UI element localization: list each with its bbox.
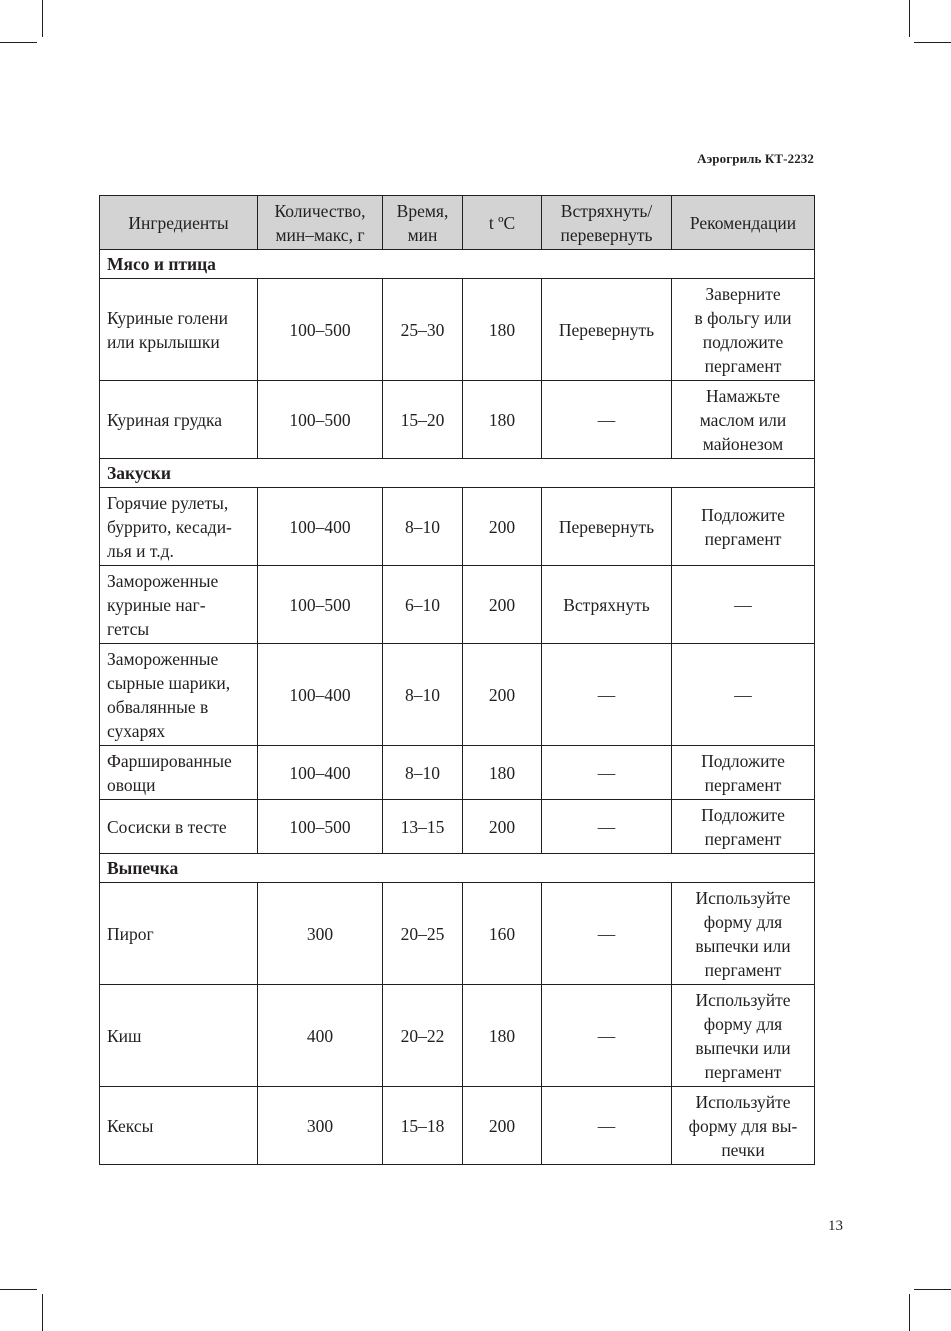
- shake-flip-cell: —: [542, 985, 672, 1087]
- temperature-cell: 200: [463, 488, 542, 566]
- header-time: Время, мин: [383, 196, 463, 250]
- ingredient-cell: Горячие рулеты, буррито, кесади- лья и т.д.: [100, 488, 258, 566]
- table-row: [100, 800, 815, 854]
- table-row: [100, 488, 815, 566]
- temperature-cell: 180: [463, 985, 542, 1087]
- table-header-row: [100, 196, 815, 250]
- recommendation-cell: —: [672, 566, 815, 644]
- recommendation-cell: Подложите пергамент: [672, 800, 815, 854]
- table-row: [100, 381, 815, 459]
- time-cell: 25–30: [383, 279, 463, 381]
- quantity-cell: 100–500: [258, 566, 383, 644]
- section-title: Закуски: [100, 459, 815, 488]
- ingredient-cell: Киш: [100, 985, 258, 1087]
- table-row: [100, 985, 815, 1087]
- quantity-cell: 400: [258, 985, 383, 1087]
- temperature-cell: 200: [463, 1087, 542, 1165]
- shake-flip-cell: —: [542, 644, 672, 746]
- quantity-cell: 100–500: [258, 279, 383, 381]
- section-title: Мясо и птица: [100, 250, 815, 279]
- temperature-cell: 180: [463, 746, 542, 800]
- shake-flip-cell: —: [542, 1087, 672, 1165]
- quantity-cell: 100–500: [258, 800, 383, 854]
- crop-mark: [914, 1289, 951, 1290]
- temperature-cell: 180: [463, 279, 542, 381]
- shake-flip-cell: Перевернуть: [542, 279, 672, 381]
- ingredient-cell: Пирог: [100, 883, 258, 985]
- cooking-table: [99, 195, 815, 1165]
- table-row: [100, 566, 815, 644]
- shake-flip-cell: Перевернуть: [542, 488, 672, 566]
- temperature-cell: 200: [463, 800, 542, 854]
- recommendation-cell: Подложите пергамент: [672, 488, 815, 566]
- temperature-cell: 200: [463, 566, 542, 644]
- ingredient-cell: Замороженные сырные шарики, обвалянные в сухарях: [100, 644, 258, 746]
- temperature-cell: 160: [463, 883, 542, 985]
- temperature-cell: 200: [463, 644, 542, 746]
- recommendation-cell: Заверните в фольгу или подложите пергамент: [672, 279, 815, 381]
- table-row: [100, 1087, 815, 1165]
- time-cell: 20–25: [383, 883, 463, 985]
- crop-mark: [909, 1294, 910, 1331]
- ingredient-cell: Сосиски в тесте: [100, 800, 258, 854]
- crop-mark: [0, 42, 37, 43]
- quantity-cell: 300: [258, 883, 383, 985]
- time-cell: 13–15: [383, 800, 463, 854]
- recommendation-cell: Используйте форму для выпечки или пергамент: [672, 985, 815, 1087]
- table-row: [100, 746, 815, 800]
- crop-mark: [909, 0, 910, 37]
- table-row: [100, 883, 815, 985]
- header-temperature: t ºC: [463, 196, 542, 250]
- time-cell: 15–18: [383, 1087, 463, 1165]
- quantity-cell: 100–400: [258, 488, 383, 566]
- temperature-cell: 180: [463, 381, 542, 459]
- crop-mark: [0, 1289, 37, 1290]
- crop-mark: [42, 0, 43, 37]
- header-quantity: Количество, мин–макс, г: [258, 196, 383, 250]
- recommendation-cell: Используйте форму для выпечки или пергамент: [672, 883, 815, 985]
- section-baking: [100, 854, 815, 883]
- time-cell: 8–10: [383, 488, 463, 566]
- recommendation-cell: —: [672, 644, 815, 746]
- ingredient-cell: Замороженные куриные наг- гетсы: [100, 566, 258, 644]
- time-cell: 8–10: [383, 746, 463, 800]
- shake-flip-cell: —: [542, 800, 672, 854]
- quantity-cell: 100–500: [258, 381, 383, 459]
- section-snacks: [100, 459, 815, 488]
- ingredient-cell: Куриная грудка: [100, 381, 258, 459]
- header-shake-flip: Встряхнуть/ перевернуть: [542, 196, 672, 250]
- running-header: Аэрогриль КТ-2232: [697, 151, 814, 166]
- table-row: [100, 279, 815, 381]
- ingredient-cell: Куриные голени или крылышки: [100, 279, 258, 381]
- ingredient-cell: Фаршированные овощи: [100, 746, 258, 800]
- shake-flip-cell: —: [542, 381, 672, 459]
- crop-mark: [914, 42, 951, 43]
- header-ingredients: Ингредиенты: [100, 196, 258, 250]
- time-cell: 15–20: [383, 381, 463, 459]
- quantity-cell: 100–400: [258, 644, 383, 746]
- table-row: [100, 644, 815, 746]
- time-cell: 20–22: [383, 985, 463, 1087]
- header-recommendations: Рекомендации: [672, 196, 815, 250]
- time-cell: 8–10: [383, 644, 463, 746]
- page-number: 13: [828, 1218, 843, 1234]
- crop-mark: [42, 1294, 43, 1331]
- shake-flip-cell: —: [542, 746, 672, 800]
- ingredient-cell: Кексы: [100, 1087, 258, 1165]
- quantity-cell: 100–400: [258, 746, 383, 800]
- quantity-cell: 300: [258, 1087, 383, 1165]
- recommendation-cell: Подложите пергамент: [672, 746, 815, 800]
- section-title: Выпечка: [100, 854, 815, 883]
- shake-flip-cell: Встряхнуть: [542, 566, 672, 644]
- recommendation-cell: Намажьте маслом или майонезом: [672, 381, 815, 459]
- recommendation-cell: Используйте форму для вы- печки: [672, 1087, 815, 1165]
- time-cell: 6–10: [383, 566, 463, 644]
- section-meat-poultry: [100, 250, 815, 279]
- shake-flip-cell: —: [542, 883, 672, 985]
